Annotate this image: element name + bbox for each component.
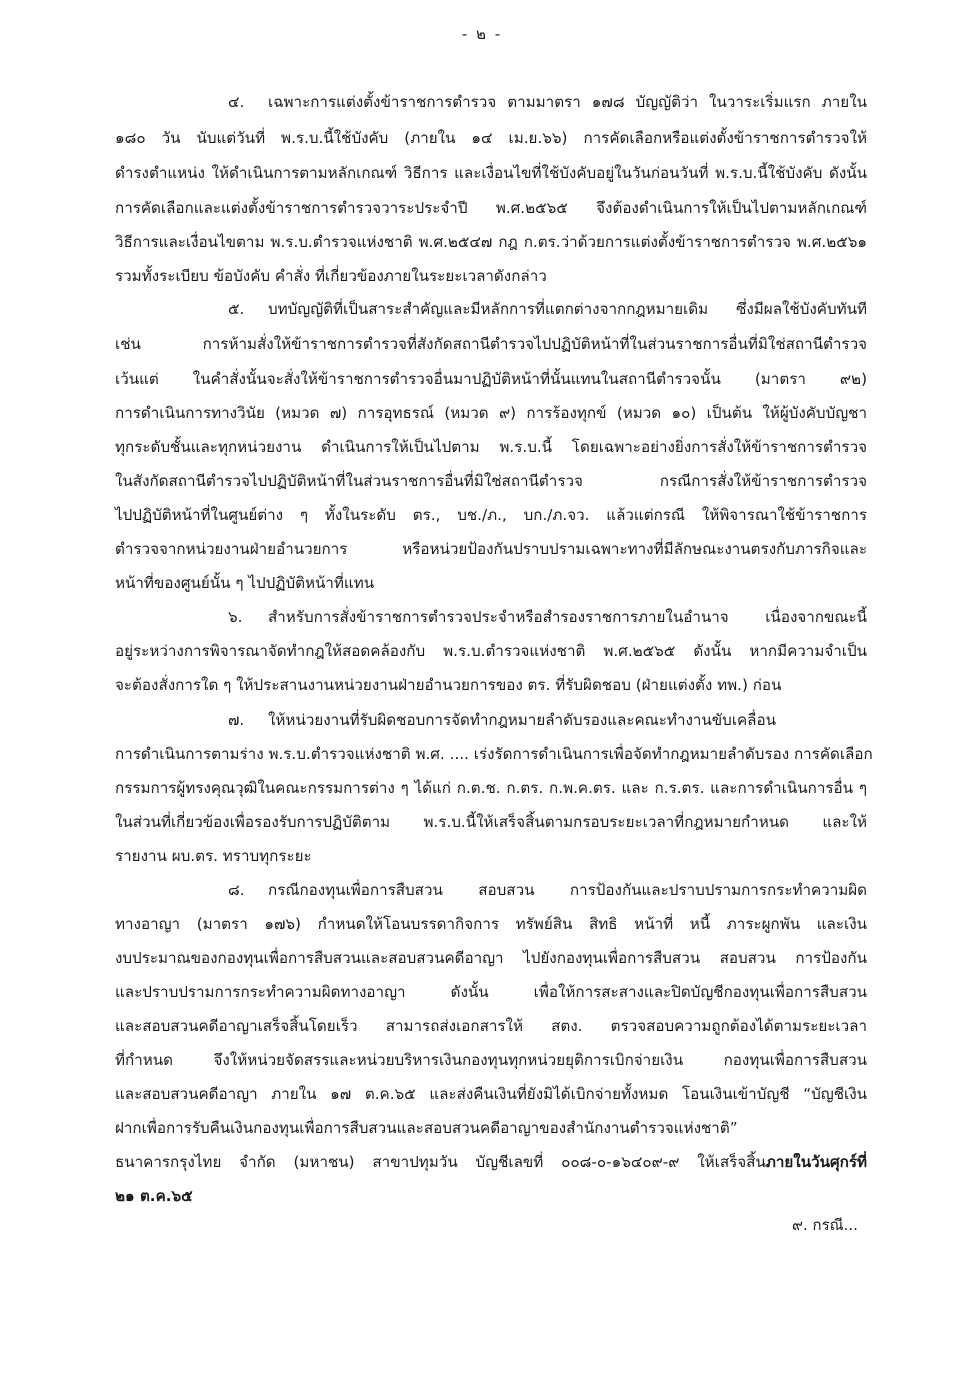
line-text: อยู่ระหว่างการพิจารณาจัดทำกฎให้สอดคล้องกับ พ.ร.บ.ตำรวจแห่งชาติ พ.ศ.๒๕๖๕ ดังนั้น หากมีความจำเป็น [115,642,867,660]
line-text: ทางอาญา (มาตรา ๑๗๖) กำหนดให้โอนบรรดากิจการ ทรัพย์สิน สิทธิ หน้าที่ หนี้ ภาระผูกพัน และเงิน [115,915,867,933]
line-text: เช่น การห้ามสั่งให้ข้าราชการตำรวจที่สังกัดสถานีตำรวจไปปฏิบัติหน้าที่ในส่วนราชการอื่นที่มิใช่สถานีตำรวจ [115,335,867,353]
line-text: ในส่วนที่เกี่ยวข้องเพื่อรองรับการปฏิบัติตาม พ.ร.บ.นี้ให้เสร็จสิ้นตามกรอบระยะเวลาที่กฎหมายกำหนด และให้ [115,813,867,831]
paragraph-line [115,812,867,832]
line-text: ให้หน่วยงานที่รับผิดชอบการจัดทำกฎหมายลำดับรองและคณะทำงานขับเคลื่อน [268,711,776,729]
paragraph-line [115,744,873,764]
item-number: ๖. [228,608,243,626]
line-text: จะต้องสั่งการใด ๆ ให้ประสานงานหน่วยงานฝ่ายอำนวยการของ ตร. ที่รับผิดชอบ (ฝ่ายแต่งตั้ง ทพ.) ก่อน [115,676,782,694]
line-text: วิธีการและเงื่อนไขตาม พ.ร.บ.ตำรวจแห่งชาติ พ.ศ.๒๕๔๗ กฎ ก.ตร.ว่าด้วยการแต่งตั้งข้าราชการตำรวจ พ.ศ.๒๕๖๑ [115,233,867,251]
line-text: ตำรวจจากหน่วยงานฝ่ายอำนวยการ หรือหน่วยป้องกันปราบปรามเฉพาะทางที่มีลักษณะงานตรงกับภารกิจและ [115,540,867,558]
line-text: กรณีกองทุนเพื่อการสืบสวน สอบสวน การป้องกันและปราบปรามการกระทำความผิด [268,881,867,899]
paragraph-line [115,1186,867,1206]
line-text: การดำเนินการตามร่าง พ.ร.บ.ตำรวจแห่งชาติ พ.ศ. .... เร่งรัดการดำเนินการเพื่อจัดทำกฎหมายลำดับรอง การคัดเลือก [115,745,873,763]
line-text: ดำรงตำแหน่ง ให้ดำเนินการตามหลักเกณฑ์ วิธีการ และเงื่อนไขที่ใช้บังคับอยู่ในวันก่อนวันที่ พ.ร.บ.นี้ใช้บังคับ ดังนั้น [115,164,867,182]
deadline-emphasis: ๒๑ ต.ค.๖๕ [115,1187,193,1205]
paragraph-line [115,266,867,286]
paragraph-line [115,198,867,218]
paragraph-first-line [228,607,867,627]
paragraph-line [115,163,867,183]
paragraph-line [115,846,867,866]
line-text: เฉพาะการแต่งตั้งข้าราชการตำรวจ ตามมาตรา ๑๗๘ บัญญัติว่า ในวาระเริ่มแรก ภายใน [268,93,867,111]
line-text: การคัดเลือกและแต่งตั้งข้าราชการตำรวจวาระประจำปี พ.ศ.๒๕๖๕ จึงต้องดำเนินการให้เป็นไปตามหลักเกณฑ์ [115,199,867,217]
line-text: ฝากเพื่อการรับคืนเงินกองทุนเพื่อการสืบสวนและสอบสวนคดีอาญาของสำนักงานตำรวจแห่งชาติ” [115,1119,738,1137]
line-text: และสอบสวนคดีอาญาเสร็จสิ้นโดยเร็ว สามารถส่งเอกสารให้ สตง. ตรวจสอบความถูกต้องได้ตามระยะเวลา [115,1017,867,1035]
line-text: ที่กำหนด จึงให้หน่วยจัดสรรและหน่วยบริหารเงินกองทุนทุกหน่วยยุติการเบิกจ่ายเงิน กองทุนเพื่อการสืบสวน [115,1051,867,1069]
paragraph-line [115,641,867,661]
paragraph-first-line [228,880,867,900]
paragraph-line [115,778,867,798]
line-text: ในสังกัดสถานีตำรวจไปปฏิบัติหน้าที่ในส่วนราชการอื่นที่มิใช่สถานีตำรวจ กรณีการสั่งให้ข้าราชการตำรวจ [115,472,867,490]
paragraph-line [115,675,867,695]
paragraph-line [115,982,867,1002]
paragraph-line [115,539,867,559]
line-text: สำหรับการสั่งข้าราชการตำรวจประจำหรือสำรองราชการภายในอำนาจ เนื่องจากขณะนี้ [268,608,867,626]
paragraph-line [115,914,867,934]
deadline-emphasis: ภายในวันศุกร์ที่ [765,1153,867,1171]
page-number: - ๒ - [461,25,503,43]
line-text: ธนาคารกรุงไทย จำกัด (มหาชน) สาขาปทุมวัน บัญชีเลขที่ ๐๐๘-๐-๑๖๔๐๙-๙ ให้เสร็จสิ้น [115,1153,766,1171]
paragraph-line [115,403,867,423]
item-number: ๗. [228,711,245,729]
paragraph-line [115,232,867,252]
paragraph-line [115,1118,867,1138]
line-text: การดำเนินการทางวินัย (หมวด ๗) การอุทธรณ์ (หมวด ๙) การร้องทุกข์ (หมวด ๑๐) เป็นต้น ให้ผู้บังคับบัญชา [115,404,867,422]
line-text: เว้นแต่ ในคำสั่งนั้นจะสั่งให้ข้าราชการตำรวจอื่นมาปฏิบัติหน้าที่นั้นแทนในสถานีตำรวจนั้น (มาตรา ๙๒) [115,370,867,388]
line-text: และปราบปรามการกระทำความผิดทางอาญา ดังนั้น เพื่อให้การสะสางและปิดบัญชีกองทุนเพื่อการสืบสวน [115,983,867,1001]
paragraph-first-line [228,92,867,112]
item-number: ๕. [228,300,245,318]
line-text: รวมทั้งระเบียบ ข้อบังคับ คำสั่ง ที่เกี่ยวข้องภายในระยะเวลาดังกล่าว [115,267,547,285]
line-text: บทบัญญัติที่เป็นสาระสำคัญและมีหลักการที่แตกต่างจากกฎหมายเดิม ซึ่งมีผลใช้บังคับทันที [268,300,867,318]
paragraph-first-line [228,299,867,319]
paragraph-line [115,1016,867,1036]
paragraph-line [115,948,867,968]
paragraph-line [115,1152,867,1172]
line-text: งบประมาณของกองทุนเพื่อการสืบสวนและสอบสวนคดีอาญา ไปยังกองทุนเพื่อการสืบสวน สอบสวน การป้องกัน [115,949,867,967]
item-number: ๘. [228,881,245,899]
paragraph-line [115,334,867,354]
line-text: หน้าที่ของศูนย์นั้น ๆ ไปปฏิบัติหน้าที่แทน [115,574,375,592]
line-text: ทุกระดับชั้นและทุกหน่วยงาน ดำเนินการให้เป็นไปตาม พ.ร.บ.นี้ โดยเฉพาะอย่างยิ่งการสั่งให้ข้าราชการตำรวจ [115,438,867,456]
paragraph-line [115,573,867,593]
line-text: ไปปฏิบัติหน้าที่ในศูนย์ต่าง ๆ ทั้งในระดับ ตร., บช./ภ., บก./ภ.จว. แล้วแต่กรณี ให้พิจารณาใช้ข้าราชการ [115,506,867,524]
paragraph-line [115,505,867,525]
paragraph-line [115,437,867,457]
paragraph-line [115,369,867,389]
paragraph-line [115,128,867,148]
line-text: รายงาน ผบ.ตร. ทราบทุกระยะ [115,847,312,865]
paragraph-line [115,1084,867,1104]
continuation-footer: ๙. กรณี... [792,1216,858,1234]
paragraph-line [115,1050,867,1070]
item-number: ๔. [228,93,245,111]
paragraph-first-line [228,710,867,730]
line-text: และสอบสวนคดีอาญา ภายใน ๑๗ ต.ค.๖๕ และส่งคืนเงินที่ยังมิได้เบิกจ่ายทั้งหมด โอนเงินเข้าบัญชี “บัญชีเงิน [115,1085,867,1103]
paragraph-line [115,471,867,491]
line-text: ๑๘๐ วัน นับแต่วันที่ พ.ร.บ.นี้ใช้บังคับ (ภายใน ๑๔ เม.ย.๖๖) การคัดเลือกหรือแต่งตั้งข้าราชการตำรวจให้ [115,129,867,147]
line-text: กรรมการผู้ทรงคุณวุฒิในคณะกรรมการต่าง ๆ ได้แก่ ก.ต.ช. ก.ตร. ก.พ.ค.ตร. และ ก.ร.ตร. และการดำเนินการอื่น ๆ [115,779,867,797]
